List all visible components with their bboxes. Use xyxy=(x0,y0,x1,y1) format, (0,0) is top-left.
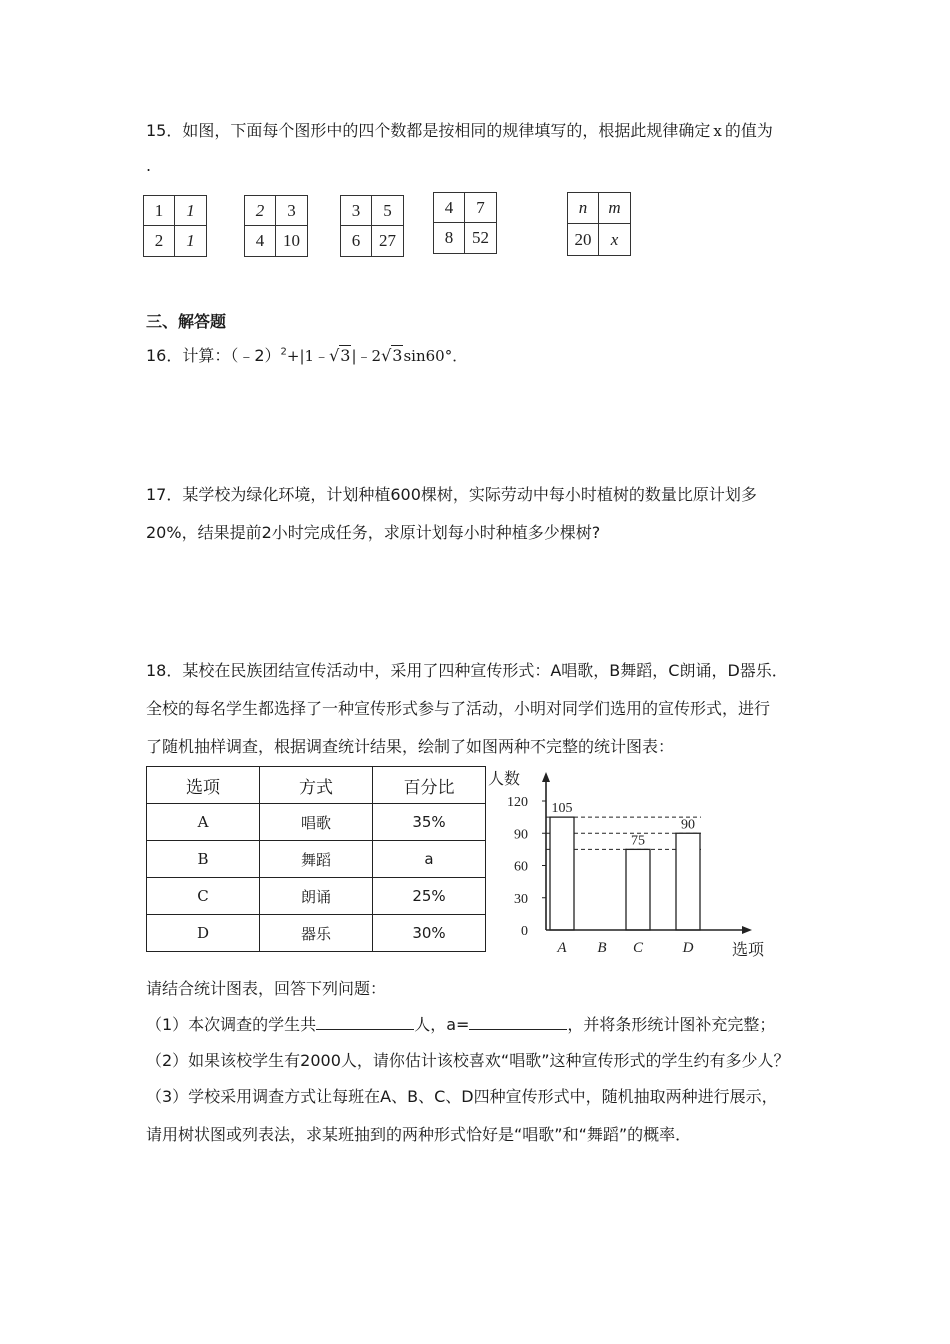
q18-sub3-line1: （3）学校采用调查方式让每班在A、B、C、D四种宣传形式中，随机抽取两种进行展示， xyxy=(146,1087,778,1106)
box-cell: m xyxy=(599,193,630,224)
answer-blank-count[interactable] xyxy=(316,1015,414,1030)
box-cell: 4 xyxy=(434,193,465,223)
table-header-row xyxy=(147,767,486,804)
table-cell: 器乐 xyxy=(260,915,373,952)
y-tick-label: 0 xyxy=(521,924,528,939)
box-cell: n xyxy=(568,193,599,224)
q18-line1: 18．某校在民族团结宣传活动中，采用了四种宣传形式：A唱歌，B舞蹈，C朗诵，D器乐． xyxy=(146,661,788,680)
box-cell: 1 xyxy=(186,231,195,250)
table-header-cell: 选项 xyxy=(147,767,260,804)
q15-text: 15．如图，下面每个图形中的四个数都是按相同的规律填写的，根据此规律确定 x 的值为 xyxy=(146,121,773,140)
q15-dot: . xyxy=(146,156,152,175)
table-header-cell: 百分比 xyxy=(373,767,486,804)
table-row xyxy=(147,915,486,952)
table-header-cell: 方式 xyxy=(260,767,373,804)
box-cell: 2 xyxy=(245,196,276,226)
table-cell: B xyxy=(147,841,260,878)
section-title: 三、解答题 xyxy=(146,312,227,331)
x-axis-label: 选项 xyxy=(732,940,765,959)
q18-sub1: （1）本次调查的学生共 人，a= ，并将条形统计图补充完整； xyxy=(146,1015,776,1034)
data-label: 105 xyxy=(551,801,573,817)
table-cell: 30% xyxy=(373,915,486,952)
table-row xyxy=(147,841,486,878)
box-cell: 7 xyxy=(465,193,496,223)
pattern-box-5 xyxy=(567,192,631,256)
pattern-box-1 xyxy=(143,195,207,257)
x-tick-label: A xyxy=(557,940,567,956)
x-tick-label: B xyxy=(597,940,607,956)
box-cell: 3 xyxy=(276,196,307,226)
q17-line1: 17．某学校为绿化环境，计划种植600棵树，实际劳动中每小时植树的数量比原计划多 xyxy=(146,485,757,504)
box-cell: 4 xyxy=(245,226,276,256)
table-cell: 舞蹈 xyxy=(260,841,373,878)
q18-sub2: （2）如果该校学生有2000人，请你估计该校喜欢“唱歌”这种宣传形式的学生约有多少人？ xyxy=(146,1051,790,1070)
bar xyxy=(676,833,700,930)
box-cell: x xyxy=(610,229,619,249)
box-cell: 5 xyxy=(372,196,403,226)
table-cell: A xyxy=(147,804,260,841)
data-label: 90 xyxy=(681,817,695,833)
x-tick-label: D xyxy=(682,940,694,956)
bar xyxy=(626,849,650,930)
box-cell: 2 xyxy=(144,226,175,256)
bar-chart xyxy=(486,766,770,960)
y-tick-label: 120 xyxy=(507,795,528,810)
table-cell: D xyxy=(147,915,260,952)
box-cell: 52 xyxy=(472,228,489,247)
box-cell: 1 xyxy=(144,196,175,226)
q16-text: 16．计算：（﹣2）$^2$+|1﹣√3|﹣2√3sin60°． xyxy=(146,346,468,365)
box-cell: 1 xyxy=(175,196,206,226)
box-cell: 6 xyxy=(341,226,372,256)
box-cell: 20 xyxy=(568,224,599,255)
table-cell: 25% xyxy=(373,878,486,915)
pattern-box-4 xyxy=(433,192,497,254)
table-cell: 35% xyxy=(373,804,486,841)
box-cell: 3 xyxy=(341,196,372,226)
q18-sub3-line2: 请用树状图或列表法，求某班抽到的两种形式恰好是“唱歌”和“舞蹈”的概率． xyxy=(146,1125,692,1144)
table-cell: 唱歌 xyxy=(260,804,373,841)
answer-blank-a[interactable] xyxy=(469,1015,567,1030)
pattern-box-3 xyxy=(340,195,404,257)
q18-line2: 全校的每名学生都选择了一种宣传形式参与了活动，小明对同学们选用的宣传形式，进行 xyxy=(146,699,771,718)
y-tick-label: 90 xyxy=(514,827,528,843)
y-tick-label: 60 xyxy=(514,859,528,875)
box-cell: 8 xyxy=(434,223,465,253)
table-cell: 朗诵 xyxy=(260,878,373,915)
bar xyxy=(550,817,574,930)
box-cell: 10 xyxy=(283,231,300,250)
pattern-box-2 xyxy=(244,195,308,257)
q18-after-text: 请结合统计图表，回答下列问题： xyxy=(146,979,387,998)
q18-line3: 了随机抽样调查，根据调查统计结果，绘制了如图两种不完整的统计图表： xyxy=(146,737,675,756)
table-row xyxy=(147,804,486,841)
table-cell: a xyxy=(373,841,486,878)
x-tick-label: C xyxy=(632,940,644,956)
box-cell: 27 xyxy=(379,231,396,250)
data-label: 75 xyxy=(631,833,645,849)
table-cell: C xyxy=(147,878,260,915)
q17-line2: 20%，结果提前2小时完成任务，求原计划每小时种植多少棵树? xyxy=(146,523,601,542)
y-axis-label: 人数 xyxy=(488,769,521,788)
table-row xyxy=(147,878,486,915)
stats-table xyxy=(146,766,486,952)
y-tick-label: 30 xyxy=(514,891,528,907)
